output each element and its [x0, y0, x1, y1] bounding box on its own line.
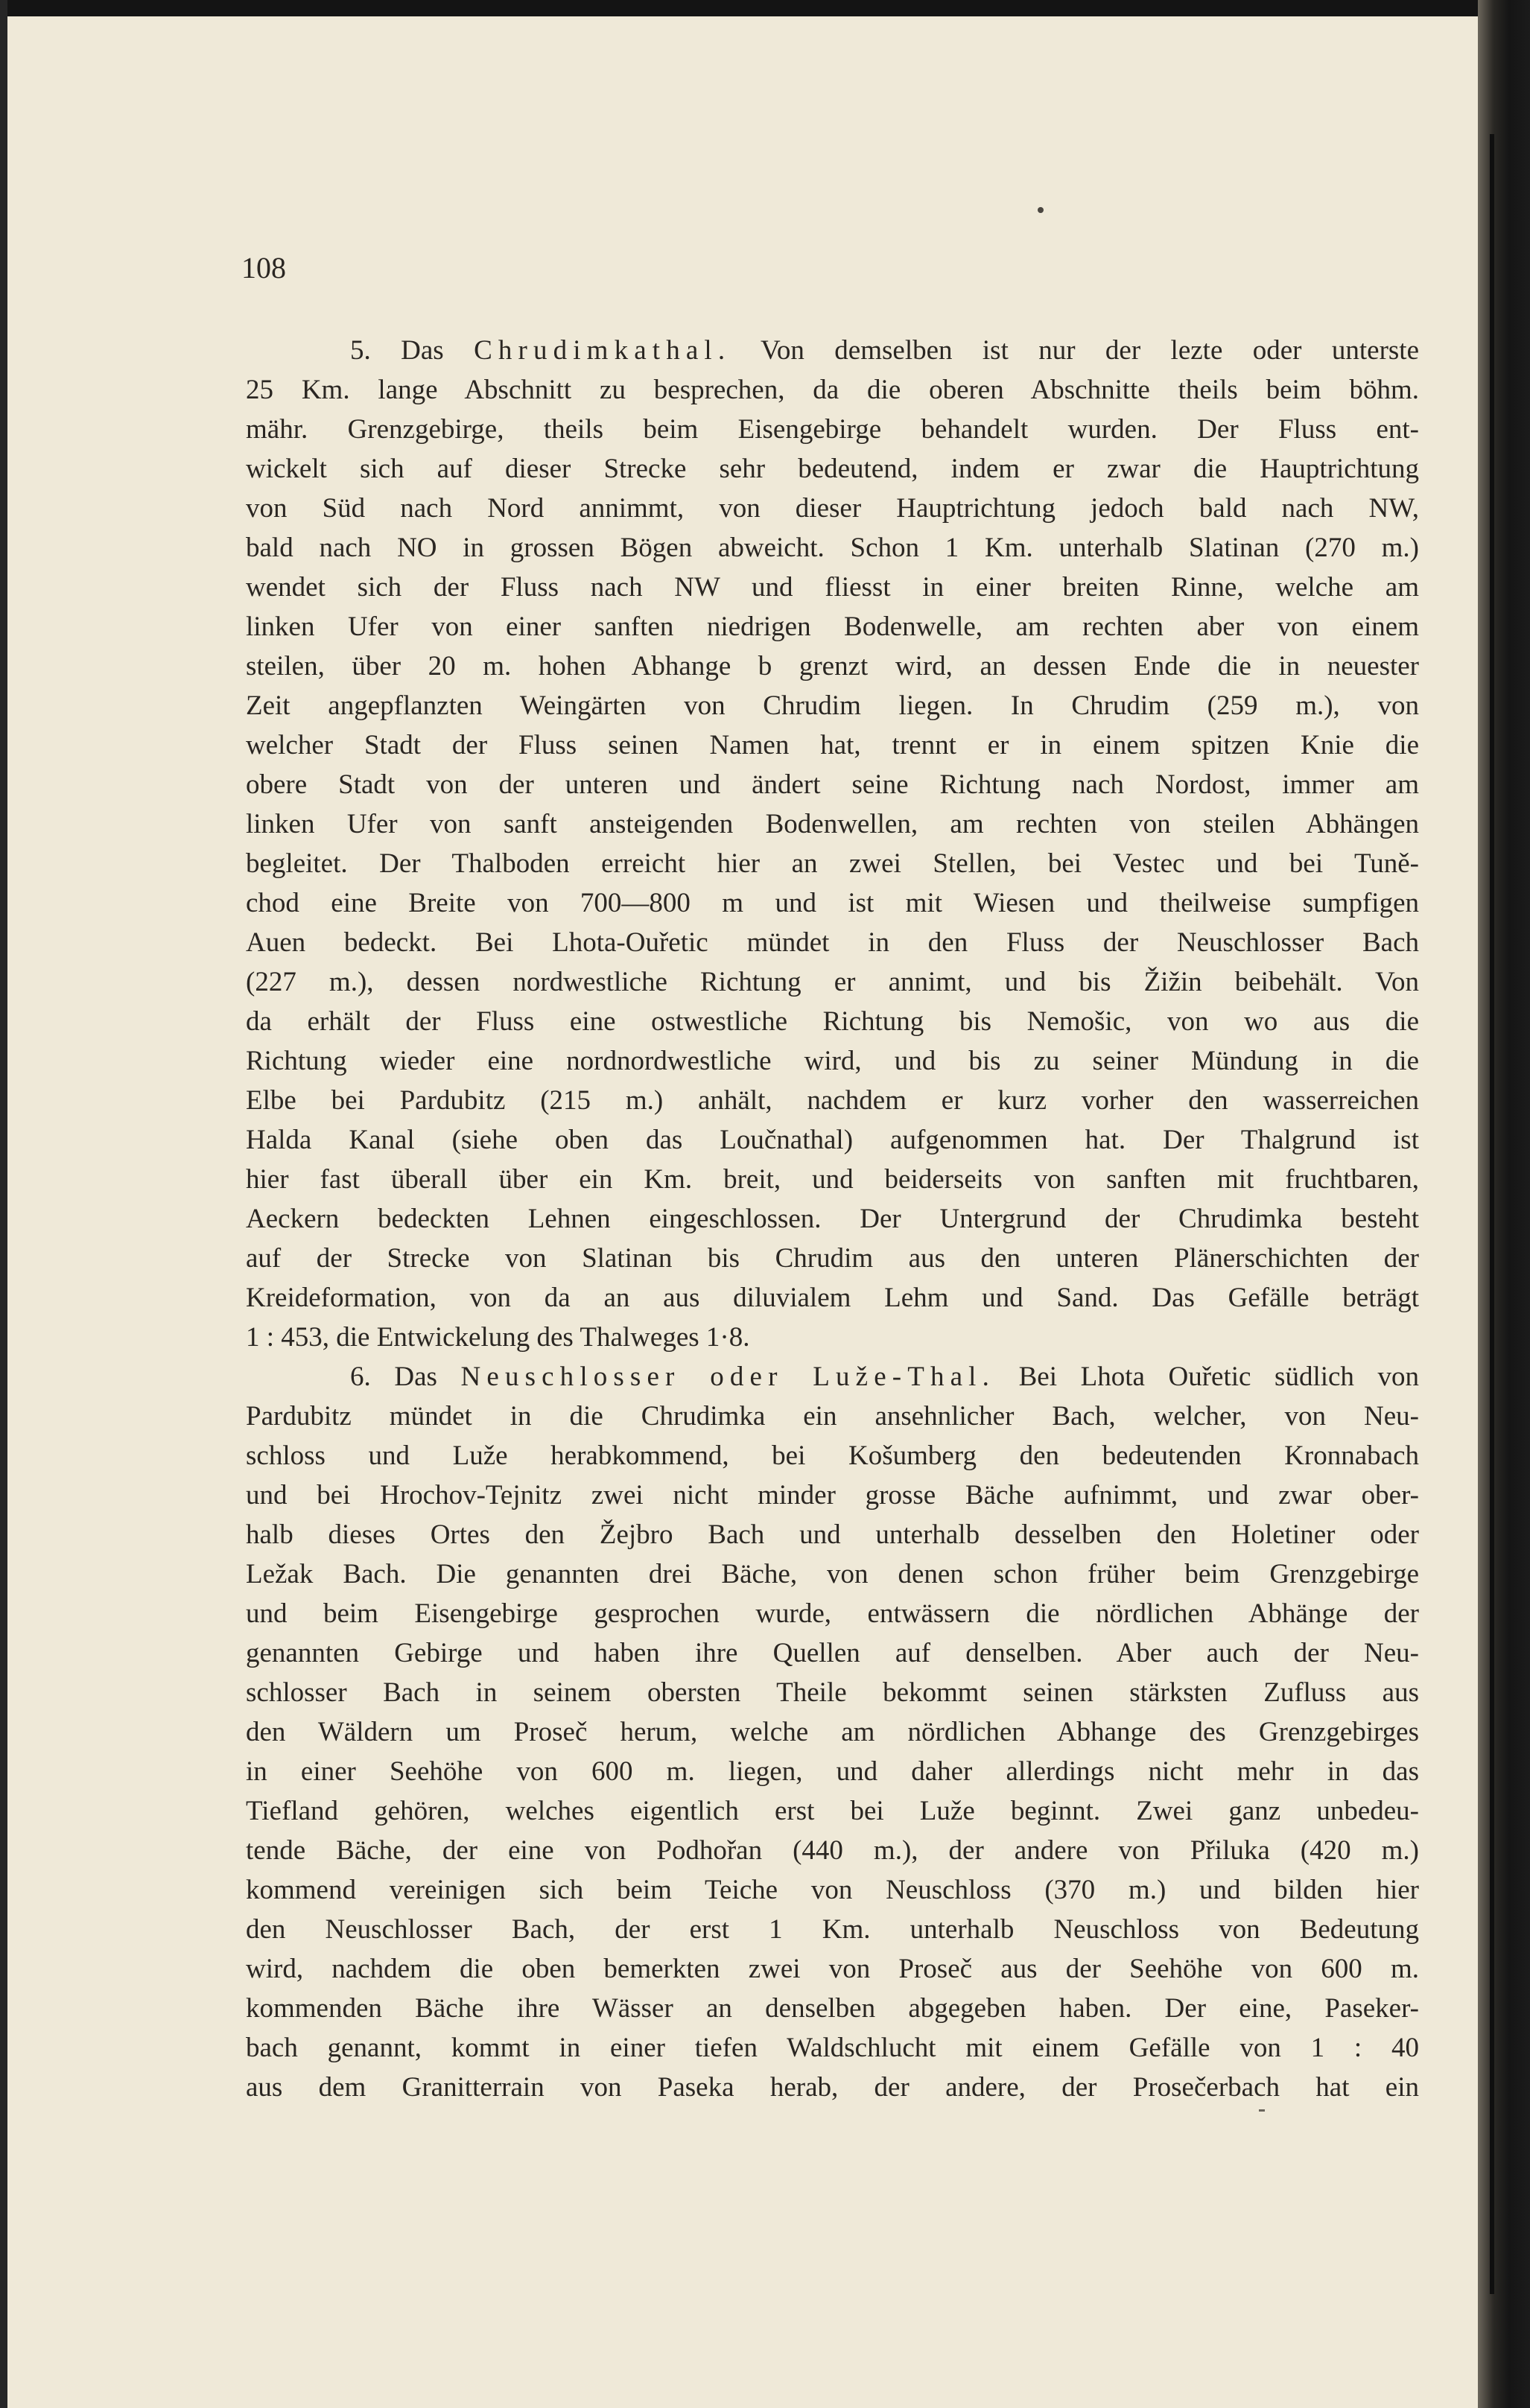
text-line: steilen, über 20 m. hohen Abhange b grenzt wird, an dessen Ende die in neuester — [246, 651, 1419, 682]
text-line: 25 Km. lange Abschnitt zu besprechen, da die oberen Abschnitte theils beim böhm. — [246, 375, 1419, 405]
text-line: welcher Stadt der Fluss seinen Namen hat, trennt er in einem spitzen Knie die — [246, 730, 1419, 760]
line-text: Bei Lhota Ouřetic südlich von — [1018, 1362, 1420, 1392]
text-line: bach genannt, kommt in einer tiefen Waldschlucht mit einem Gefälle von 1 : 40 — [246, 2033, 1419, 2063]
book-gutter — [1490, 134, 1494, 2294]
text-line: auf der Strecke von Slatinan bis Chrudim aus den unteren Plänerschichten der — [246, 1243, 1419, 1274]
text-line: mähr. Grenzgebirge, theils beim Eisengebirge behandelt wurden. Der Fluss ent- — [246, 414, 1419, 445]
line-text: Von demselben ist nur der lezte oder unterste — [760, 335, 1419, 366]
text-line: von Süd nach Nord annimmt, von dieser Hauptrichtung jedoch bald nach NW, — [246, 493, 1419, 524]
text-line: linken Ufer von einer sanften niedrigen Bodenwelle, am rechten aber von einem — [246, 611, 1419, 642]
section-title: Chrudimkathal. — [474, 335, 731, 366]
text-line — [246, 331, 1419, 370]
text-line: aus dem Granitterrain von Paseka herab, der andere, der Prosečerbach hat ein — [246, 2072, 1419, 2103]
section-neuschlosser-thal — [246, 1357, 1419, 2107]
scan-left-border — [0, 0, 7, 2408]
text-line: (227 m.), dessen nordwestliche Richtung er annimt, und bis Žižin beibehält. Von — [246, 967, 1419, 997]
text-line: und beim Eisengebirge gesprochen wurde, entwässern die nördlichen Abhänge der — [246, 1598, 1419, 1629]
text-line: kommend vereinigen sich beim Teiche von Neuschloss (370 m.) und bilden hier — [246, 1875, 1419, 1905]
text-line: wendet sich der Fluss nach NW und fliesst in einer breiten Rinne, welche am — [246, 572, 1419, 603]
text-line: halb dieses Ortes den Žejbro Bach und unterhalb desselben den Holetiner oder — [246, 1519, 1419, 1550]
text-line: obere Stadt von der unteren und ändert seine Richtung nach Nordost, immer am — [246, 769, 1419, 800]
text-line: den Neuschlosser Bach, der erst 1 Km. unterhalb Neuschloss von Bedeutung — [246, 1914, 1419, 1945]
text-line: bald nach NO in grossen Bögen abweicht. Schon 1 Km. unterhalb Slatinan (270 m.) — [246, 533, 1419, 563]
text-line: Tiefland gehören, welches eigentlich erst bei Luže beginnt. Zwei ganz unbedeu- — [246, 1796, 1419, 1826]
paper-speck — [1038, 207, 1044, 213]
text-line: Kreideformation, von da an aus diluvialem Lehm und Sand. Das Gefälle beträgt — [246, 1283, 1419, 1313]
paper-speck — [1259, 2109, 1265, 2112]
text-line: begleitet. Der Thalboden erreicht hier an zwei Stellen, bei Vestec und bei Tuně- — [246, 848, 1419, 879]
text-line: Ležak Bach. Die genannten drei Bäche, von denen schon früher beim Grenzgebirge — [246, 1559, 1419, 1589]
text-line: schlosser Bach in seinem obersten Theile bekommt seinen stärksten Zufluss aus — [246, 1677, 1419, 1708]
text-line: Auen bedeckt. Bei Lhota-Ouřetic mündet in den Fluss der Neuschlosser Bach — [246, 927, 1419, 958]
scan-top-border — [0, 0, 1530, 16]
text-line: Elbe bei Pardubitz (215 m.) anhält, nachdem er kurz vorher den wasserreichen — [246, 1085, 1419, 1116]
text-line: Pardubitz mündet in die Chrudimka ein ansehnlicher Bach, welcher, von Neu- — [246, 1401, 1419, 1432]
text-line: genannten Gebirge und haben ihre Quellen auf denselben. Aber auch der Neu- — [246, 1638, 1419, 1668]
text-line: hier fast überall über ein Km. breit, und beiderseits von sanften mit fruchtbaren, — [246, 1164, 1419, 1195]
text-line: den Wäldern um Proseč herum, welche am nördlichen Abhange des Grenzgebirges — [246, 1717, 1419, 1747]
page-number: 108 — [241, 251, 286, 285]
section-chrudimkathal — [246, 331, 1419, 1357]
scan-right-border — [1478, 0, 1530, 2408]
text-line: kommenden Bäche ihre Wässer an denselben abgegeben haben. Der eine, Paseker- — [246, 1993, 1419, 2024]
section-number: 5. Das — [350, 335, 444, 366]
section-title: Neuschlosser oder Luže-Thal. — [460, 1362, 995, 1392]
text-line: da erhält der Fluss eine ostwestliche Richtung bis Nemošic, von wo aus die — [246, 1006, 1419, 1037]
text-line: tende Bäche, der eine von Podhořan (440 m.), der andere von Přiluka (420 m.) — [246, 1835, 1419, 1866]
text-line: in einer Seehöhe von 600 m. liegen, und daher allerdings nicht mehr in das — [246, 1756, 1419, 1787]
text-line: Zeit angepflanzten Weingärten von Chrudim liegen. In Chrudim (259 m.), von — [246, 690, 1419, 721]
text-line: wird, nachdem die oben bemerkten zwei von Proseč aus der Seehöhe von 600 m. — [246, 1954, 1419, 1984]
text-line — [246, 1357, 1419, 1397]
text-line: Aeckern bedeckten Lehnen eingeschlossen. Der Untergrund der Chrudimka besteht — [246, 1204, 1419, 1234]
section-number: 6. Das — [350, 1362, 437, 1392]
text-line: Halda Kanal (siehe oben das Loučnathal) aufgenommen hat. Der Thalgrund ist — [246, 1125, 1419, 1155]
page-body — [246, 331, 1419, 2107]
text-line: wickelt sich auf dieser Strecke sehr bedeutend, indem er zwar die Hauptrichtung — [246, 454, 1419, 484]
text-line: und bei Hrochov-Tejnitz zwei nicht minder grosse Bäche aufnimmt, und zwar ober- — [246, 1480, 1419, 1510]
text-line: Richtung wieder eine nordnordwestliche wird, und bis zu seiner Mündung in die — [246, 1046, 1419, 1076]
text-line: chod eine Breite von 700—800 m und ist mit Wiesen und theilweise sumpfigen — [246, 888, 1419, 918]
text-line: linken Ufer von sanft ansteigenden Bodenwellen, am rechten von steilen Abhängen — [246, 809, 1419, 839]
text-line: schloss und Luže herabkommend, bei Košumberg den bedeutenden Kronnabach — [246, 1440, 1419, 1471]
text-line: 1 : 453, die Entwickelung des Thalweges 1·8. — [246, 1322, 750, 1353]
